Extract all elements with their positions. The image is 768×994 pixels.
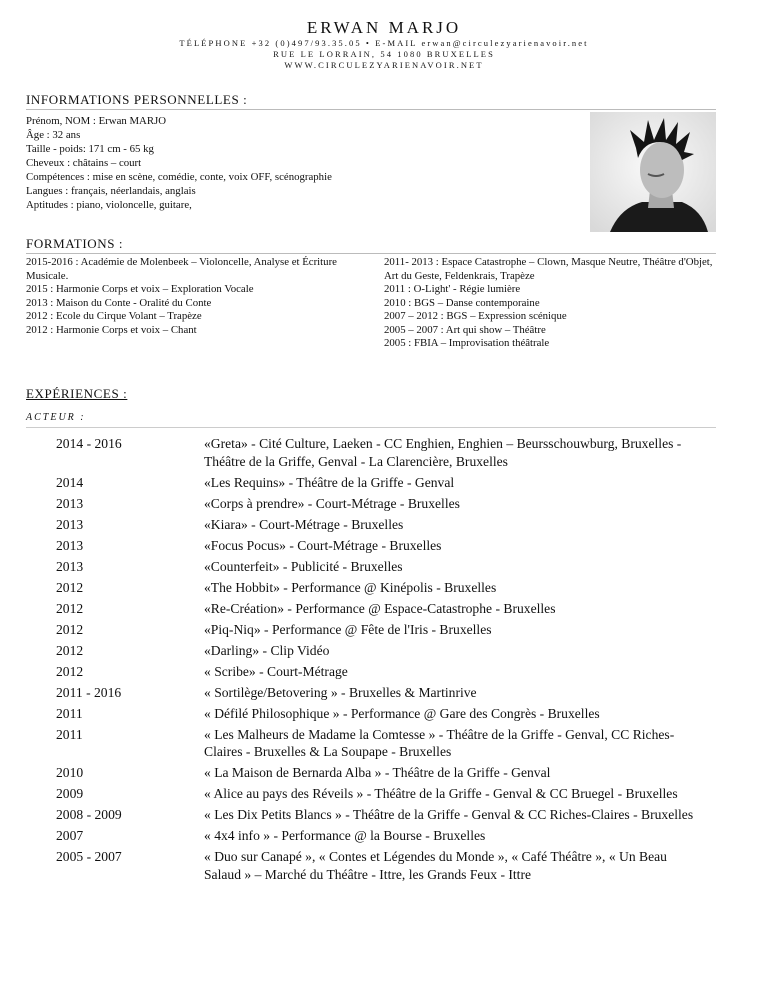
experience-description: «Greta» - Cité Culture, Laeken - CC Enghien, Enghien – Beursschouwburg, Bruxelles - Théâtre de la Griffe, Genval - La Clarencière, Bruxelles xyxy=(204,436,682,469)
experience-row xyxy=(56,474,716,492)
person-name: ERWAN MARJO xyxy=(306,18,462,37)
experience-description: « Les Dix Petits Blancs » - Théâtre de la Griffe - Genval & CC Riches-Claires - Bruxelles xyxy=(204,807,694,822)
info-line: Cheveux : châtains – court xyxy=(26,157,142,169)
experience-description: « Duo sur Canapé », « Contes et Légendes du Monde », « Café Théâtre », « Un Beau Salaud » – Marché du Théâtre - Ittre, les Grands Feux - Ittre xyxy=(204,849,667,882)
experience-row xyxy=(56,684,716,702)
experience-row xyxy=(56,600,716,618)
experience-row xyxy=(56,785,716,803)
portrait-photo xyxy=(590,112,716,232)
experience-row xyxy=(56,705,716,723)
experience-row xyxy=(56,516,716,534)
personal-info xyxy=(26,114,496,212)
experience-description: « Défilé Philosophique » - Performance @ Gare des Congrès - Bruxelles xyxy=(204,705,600,721)
info-line: Aptitudes : piano, violoncelle, guitare, xyxy=(26,199,192,211)
experience-year: 2012 xyxy=(56,642,84,658)
formations-title: FORMATIONS : xyxy=(26,236,716,254)
experience-row xyxy=(56,848,716,883)
experience-description: «Piq-Niq» - Performance @ Fête de l'Iris - Bruxelles xyxy=(204,621,492,637)
info-line: Âge : 32 ans xyxy=(26,129,81,141)
experience-row xyxy=(56,726,716,761)
experience-row xyxy=(56,579,716,597)
experience-year: 2012 xyxy=(56,621,84,637)
formation-item: 2011 : O-Light' - Régie lumière xyxy=(384,283,521,295)
formation-item: 2015-2016 : Académie de Molenbeek – Violoncelle, Analyse et Écriture Musicale. xyxy=(26,256,337,282)
experience-row xyxy=(56,558,716,576)
experience-description: « 4x4 info » - Performance @ la Bourse - Bruxelles xyxy=(204,828,486,843)
experience-year: 2014 - 2016 xyxy=(56,436,122,451)
info-line: Compétences : mise en scène, comédie, conte, voix OFF, scénographie xyxy=(26,171,332,183)
experience-row xyxy=(56,764,716,782)
experience-row xyxy=(56,621,716,639)
formation-item: 2007 – 2012 : BGS – Expression scénique xyxy=(384,310,567,322)
experience-description: «Les Requins» - Théâtre de la Griffe - Genval xyxy=(204,474,455,490)
experience-description: «Corps à prendre» - Court-Métrage - Bruxelles xyxy=(204,495,460,511)
experience-list xyxy=(56,435,716,887)
experience-description: «Focus Pocus» - Court-Métrage - Bruxelles xyxy=(204,537,442,553)
experience-description: « Scribe» - Court-Métrage xyxy=(204,663,348,679)
experience-description: «Kiara» - Court-Métrage - Bruxelles xyxy=(204,516,404,532)
personal-info-title: INFORMATIONS PERSONNELLES : xyxy=(26,92,716,110)
formation-item: 2013 : Maison du Conte - Oralité du Conte xyxy=(26,296,212,309)
formation-item: 2010 : BGS – Danse contemporaine xyxy=(384,296,540,309)
experience-year: 2012 xyxy=(56,663,84,679)
experience-row xyxy=(56,663,716,681)
website-line: WWW.CIRCULEZYARIENAVOIR.NET xyxy=(284,60,484,70)
experience-year: 2011 - 2016 xyxy=(56,684,122,700)
experience-year: 2013 xyxy=(56,516,84,532)
experience-row xyxy=(56,806,716,824)
address-line: RUE LE LORRAIN, 54 1080 BRUXELLES xyxy=(273,49,495,59)
formation-item: 2005 – 2007 : Art qui show – Théâtre xyxy=(384,323,546,336)
experience-row xyxy=(56,495,716,513)
experience-year: 2008 - 2009 xyxy=(56,807,122,822)
experience-description: « Alice au pays des Réveils » - Théâtre de la Griffe - Genval & CC Bruegel - Bruxelles xyxy=(204,786,678,801)
info-line: Langues : français, néerlandais, anglais xyxy=(26,185,196,197)
formation-item: 2012 : Harmonie Corps et voix – Chant xyxy=(26,323,197,336)
experience-year: 2011 xyxy=(56,726,83,742)
info-line: Prénom, NOM : Erwan MARJO xyxy=(26,115,167,127)
experience-year: 2013 xyxy=(56,495,84,511)
experience-description: «Darling» - Clip Vidéo xyxy=(204,642,330,658)
experience-description: «The Hobbit» - Performance @ Kinépolis - Bruxelles xyxy=(204,579,497,595)
experience-year: 2010 xyxy=(56,765,84,780)
experience-description: « Les Malheurs de Madame la Comtesse » - Théâtre de la Griffe - Genval, CC Riches-Claires - Bruxelles & La Soupape - Bruxelles xyxy=(204,726,675,759)
experience-year: 2013 xyxy=(56,537,84,553)
contact-line: TÉLÉPHONE +32 (0)497/93.35.05 • E-MAIL erwan@circulezyarienavoir.net xyxy=(179,38,589,48)
experience-year: 2012 xyxy=(56,579,84,595)
formation-item: 2011- 2013 : Espace Catastrophe – Clown, Masque Neutre, Théâtre d'Objet, Art du Geste, Feldenkrais, Trapèze xyxy=(384,256,713,282)
formations-left-column xyxy=(26,256,356,337)
formations-right-column xyxy=(384,256,714,351)
experience-year: 2012 xyxy=(56,600,84,616)
experience-year: 2007 xyxy=(56,828,84,843)
cv-header xyxy=(0,18,768,71)
experience-row xyxy=(56,827,716,845)
experience-row xyxy=(56,435,716,470)
experience-row xyxy=(56,642,716,660)
experience-description: «Counterfeit» - Publicité - Bruxelles xyxy=(204,558,403,574)
formation-item: 2012 : Ecole du Cirque Volant – Trapèze xyxy=(26,310,202,322)
experience-description: « La Maison de Bernarda Alba » - Théâtre de la Griffe - Genval xyxy=(204,765,551,780)
experience-description: «Re-Création» - Performance @ Espace-Catastrophe - Bruxelles xyxy=(204,600,556,616)
acteur-subtitle: ACTEUR : xyxy=(26,411,716,428)
experience-description: « Sortilège/Betovering » - Bruxelles & Martinrive xyxy=(204,684,477,700)
experiences-title-text: EXPÉRIENCES : xyxy=(26,386,128,401)
info-line: Taille - poids: 171 cm - 65 kg xyxy=(26,143,154,155)
experience-year: 2005 - 2007 xyxy=(56,849,122,864)
experience-row xyxy=(56,537,716,555)
formation-item: 2015 : Harmonie Corps et voix – Exploration Vocale xyxy=(26,283,254,295)
experience-year: 2013 xyxy=(56,558,84,574)
formation-item: 2005 : FBIA – Improvisation théâtrale xyxy=(384,337,550,349)
experience-year: 2014 xyxy=(56,474,84,490)
experiences-title xyxy=(26,386,716,403)
experience-year: 2011 xyxy=(56,705,83,721)
experience-year: 2009 xyxy=(56,786,84,801)
